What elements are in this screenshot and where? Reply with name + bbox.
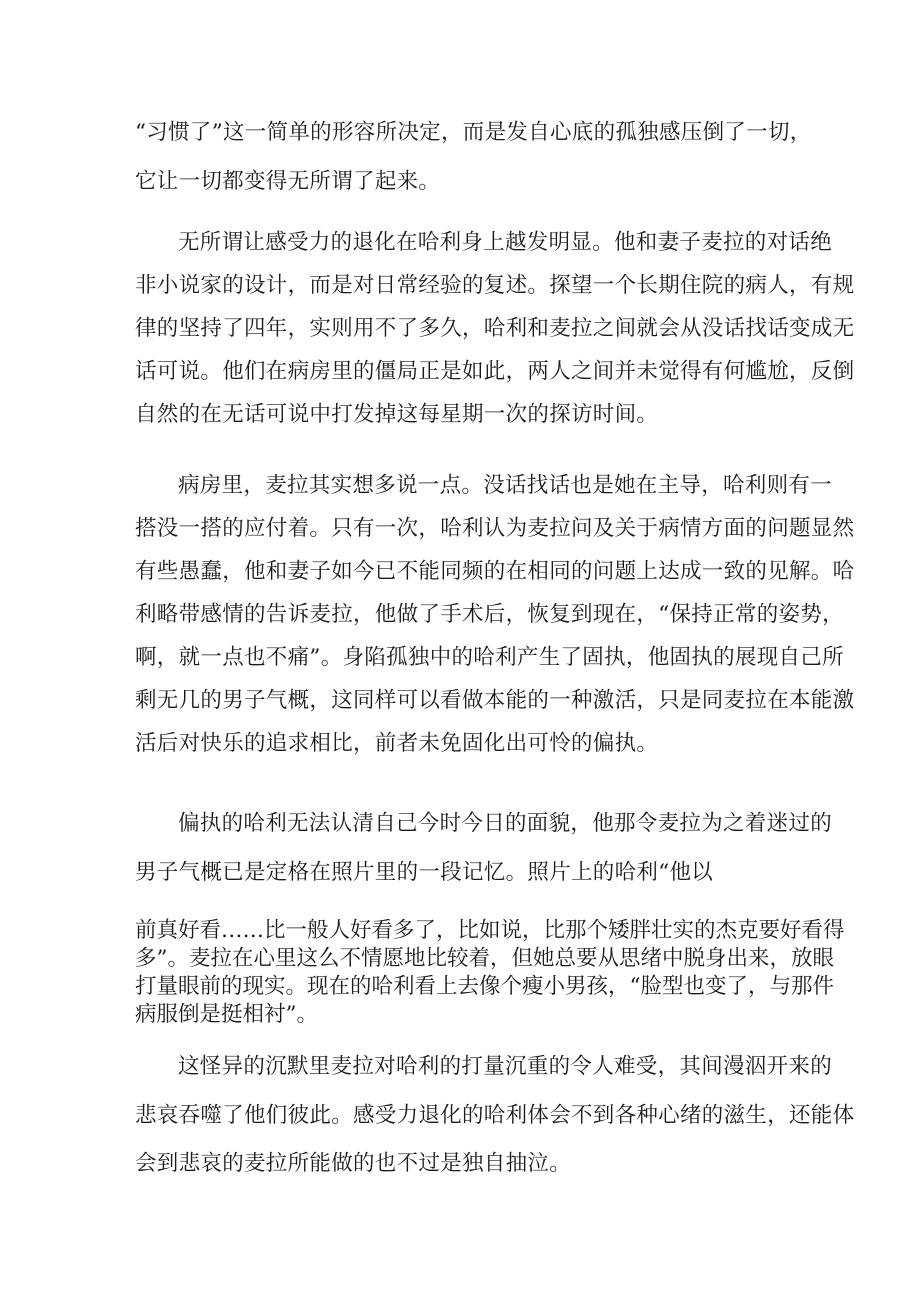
- text-line: 病房里，麦拉其实想多说一点。没话找话也是她在主导，哈利则有一: [178, 473, 833, 498]
- text-line: 律的坚持了四年，实则用不了多久，哈利和麦拉之间就会从没话找话变成无: [135, 316, 855, 341]
- text-line: 利略带感情的告诉麦拉，他做了手术后，恢复到现在，“保持正常的姿势，: [135, 602, 844, 627]
- text-line: 话可说。他们在病房里的僵局正是如此，两人之间并未觉得有何尴尬，反倒: [135, 359, 855, 384]
- text-line: 悲哀吞噬了他们彼此。感受力退化的哈利体会不到各种心绪的滋生，还能体: [135, 1103, 855, 1128]
- text-line: 它让一切都变得无所谓了起来。: [135, 169, 441, 194]
- text-line: 前真好看……比一般人好看多了，比如说，比那个矮胖壮实的杰克要好看得: [135, 918, 845, 943]
- text-line: 偏执的哈利无法认清自己今时今日的面貌，他那令麦拉为之着迷过的: [178, 811, 833, 836]
- text-line: “习惯了”这一简单的形容所决定，而是发自心底的孤独感压倒了一切，: [135, 120, 812, 145]
- text-line: 多”。麦拉在心里这么不情愿地比较着，但她总要从思绪中脱身出来，放眼: [135, 946, 834, 971]
- text-line: 无所谓让感受力的退化在哈利身上越发明显。他和妻子麦拉的对话绝: [178, 230, 833, 255]
- text-line: 男子气概已是定格在照片里的一段记忆。照片上的哈利“他以: [135, 860, 714, 885]
- text-line: 自然的在无话可说中打发掉这每星期一次的探访时间。: [135, 402, 659, 427]
- text-line: 这怪异的沉默里麦拉对哈利的打量沉重的令人难受，其间漫泅开来的: [178, 1054, 833, 1079]
- text-line: 搭没一搭的应付着。只有一次，哈利认为麦拉问及关于病情方面的问题显然: [135, 516, 855, 541]
- text-line: 非小说家的设计，而是对日常经验的复述。探望一个长期住院的病人，有规: [135, 273, 855, 298]
- text-line: 活后对快乐的追求相比，前者未免固化出可怜的偏执。: [135, 731, 659, 756]
- text-line: 会到悲哀的麦拉所能做的也不过是独自抽泣。: [135, 1151, 572, 1176]
- text-line: 打量眼前的现实。现在的哈利看上去像个瘦小男孩，“脸型也变了，与那件: [135, 974, 834, 999]
- text-line: 病服倒是挺相衬”。: [135, 1002, 318, 1027]
- text-line: 剩无几的男子气概，这同样可以看做本能的一种激活，只是同麦拉在本能激: [135, 688, 855, 713]
- text-line: 有些愚蠢，他和妻子如今已不能同频的在相同的问题上达成一致的见解。哈: [135, 559, 855, 584]
- text-line: 啊，就一点也不痛”。身陷孤独中的哈利产生了固执，他固执的展现自己所: [135, 645, 844, 670]
